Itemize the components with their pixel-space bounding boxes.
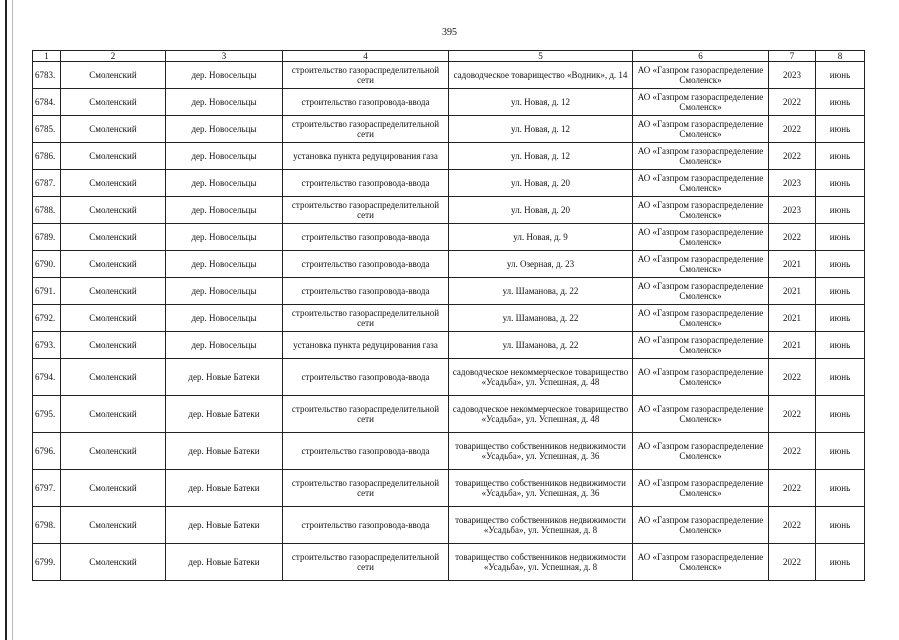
table-row [33,507,865,544]
work-type-cell: строительство газопровода-ввода [283,278,449,305]
table-row [33,170,865,197]
organization-cell: АО «Газпром газораспределение Смоленск» [633,544,769,581]
address-cell: товарищество собственников недвижимости «Усадьба», ул. Успешная, д. 36 [449,433,633,470]
organization-cell: АО «Газпром газораспределение Смоленск» [633,116,769,143]
district-cell: Смоленский [61,197,166,224]
district-cell: Смоленский [61,251,166,278]
column-header: 6 [633,51,769,62]
district-cell: Смоленский [61,359,166,396]
month-cell: июнь [816,278,865,305]
district-cell: Смоленский [61,544,166,581]
column-header: 2 [61,51,166,62]
month-cell: июнь [816,507,865,544]
work-type-cell: строительство газораспределительной сети [283,305,449,332]
column-header: 8 [816,51,865,62]
address-cell: садоводческое некоммерческое товарищество «Усадьба», ул. Успешная, д. 48 [449,359,633,396]
row-number-cell: 6794. [33,359,61,396]
settlement-cell: дер. Новосельцы [166,170,283,197]
address-cell: товарищество собственников недвижимости «Усадьба», ул. Успешная, д. 8 [449,544,633,581]
table-row [33,251,865,278]
row-number-cell: 6787. [33,170,61,197]
page-number: 395 [442,27,457,38]
settlement-cell: дер. Новосельцы [166,62,283,89]
work-type-cell: строительство газопровода-ввода [283,224,449,251]
year-cell: 2021 [769,305,816,332]
address-cell: ул. Шаманова, д. 22 [449,305,633,332]
address-cell: товарищество собственников недвижимости «Усадьба», ул. Успешная, д. 8 [449,507,633,544]
organization-cell: АО «Газпром газораспределение Смоленск» [633,332,769,359]
district-cell: Смоленский [61,433,166,470]
table-row [33,116,865,143]
organization-cell: АО «Газпром газораспределение Смоленск» [633,470,769,507]
column-header: 3 [166,51,283,62]
binding-edge-shadow [12,0,13,640]
address-cell: ул. Новая, д. 12 [449,116,633,143]
year-cell: 2021 [769,332,816,359]
year-cell: 2022 [769,224,816,251]
settlement-cell: дер. Новосельцы [166,251,283,278]
row-number-cell: 6790. [33,251,61,278]
column-header: 4 [283,51,449,62]
table-row [33,89,865,116]
work-type-cell: строительство газопровода-ввода [283,433,449,470]
month-cell: июнь [816,62,865,89]
settlement-cell: дер. Новые Батеки [166,544,283,581]
settlement-cell: дер. Новосельцы [166,224,283,251]
column-header: 7 [769,51,816,62]
column-header: 5 [449,51,633,62]
district-cell: Смоленский [61,278,166,305]
organization-cell: АО «Газпром газораспределение Смоленск» [633,62,769,89]
work-type-cell: установка пункта редуцирования газа [283,143,449,170]
month-cell: июнь [816,251,865,278]
address-cell: садоводческое товарищество «Водник», д. 14 [449,62,633,89]
row-number-cell: 6786. [33,143,61,170]
address-cell: ул. Новая, д. 20 [449,197,633,224]
year-cell: 2022 [769,396,816,433]
month-cell: июнь [816,470,865,507]
work-type-cell: строительство газопровода-ввода [283,170,449,197]
organization-cell: АО «Газпром газораспределение Смоленск» [633,89,769,116]
settlement-cell: дер. Новосельцы [166,332,283,359]
year-cell: 2022 [769,116,816,143]
year-cell: 2023 [769,62,816,89]
work-type-cell: строительство газораспределительной сети [283,396,449,433]
address-cell: ул. Новая, д. 9 [449,224,633,251]
organization-cell: АО «Газпром газораспределение Смоленск» [633,251,769,278]
work-type-cell: строительство газораспределительной сети [283,62,449,89]
row-number-cell: 6799. [33,544,61,581]
address-cell: ул. Новая, д. 20 [449,170,633,197]
row-number-cell: 6788. [33,197,61,224]
table-row [33,197,865,224]
address-cell: ул. Новая, д. 12 [449,143,633,170]
row-number-cell: 6789. [33,224,61,251]
year-cell: 2023 [769,170,816,197]
month-cell: июнь [816,305,865,332]
column-header: 1 [33,51,61,62]
settlement-cell: дер. Новые Батеки [166,433,283,470]
district-cell: Смоленский [61,305,166,332]
table-row [33,332,865,359]
work-type-cell: строительство газопровода-ввода [283,251,449,278]
row-number-cell: 6795. [33,396,61,433]
work-type-cell: строительство газопровода-ввода [283,507,449,544]
row-number-cell: 6797. [33,470,61,507]
settlement-cell: дер. Новосельцы [166,89,283,116]
settlement-cell: дер. Новосельцы [166,278,283,305]
work-type-cell: строительство газопровода-ввода [283,89,449,116]
organization-cell: АО «Газпром газораспределение Смоленск» [633,433,769,470]
year-cell: 2022 [769,89,816,116]
month-cell: июнь [816,197,865,224]
organization-cell: АО «Газпром газораспределение Смоленск» [633,143,769,170]
settlement-cell: дер. Новые Батеки [166,470,283,507]
row-number-cell: 6793. [33,332,61,359]
district-cell: Смоленский [61,470,166,507]
year-cell: 2021 [769,251,816,278]
district-cell: Смоленский [61,170,166,197]
month-cell: июнь [816,433,865,470]
table-row [33,224,865,251]
district-cell: Смоленский [61,224,166,251]
table-row [33,396,865,433]
address-cell: ул. Озерная, д. 23 [449,251,633,278]
settlement-cell: дер. Новосельцы [166,197,283,224]
row-number-cell: 6785. [33,116,61,143]
organization-cell: АО «Газпром газораспределение Смоленск» [633,359,769,396]
month-cell: июнь [816,89,865,116]
work-type-cell: строительство газораспределительной сети [283,544,449,581]
work-type-cell: строительство газораспределительной сети [283,470,449,507]
year-cell: 2022 [769,544,816,581]
year-cell: 2022 [769,507,816,544]
table-row [33,433,865,470]
organization-cell: АО «Газпром газораспределение Смоленск» [633,305,769,332]
organization-cell: АО «Газпром газораспределение Смоленск» [633,224,769,251]
month-cell: июнь [816,396,865,433]
organization-cell: АО «Газпром газораспределение Смоленск» [633,507,769,544]
work-type-cell: установка пункта редуцирования газа [283,332,449,359]
month-cell: июнь [816,359,865,396]
district-cell: Смоленский [61,62,166,89]
table-row [33,305,865,332]
table-row [33,470,865,507]
address-cell: ул. Шаманова, д. 22 [449,332,633,359]
table-row [33,62,865,89]
table-row [33,143,865,170]
settlement-cell: дер. Новые Батеки [166,359,283,396]
row-number-cell: 6796. [33,433,61,470]
row-number-cell: 6784. [33,89,61,116]
month-cell: июнь [816,224,865,251]
organization-cell: АО «Газпром газораспределение Смоленск» [633,170,769,197]
district-cell: Смоленский [61,396,166,433]
organization-cell: АО «Газпром газораспределение Смоленск» [633,197,769,224]
work-type-cell: строительство газораспределительной сети [283,197,449,224]
year-cell: 2022 [769,359,816,396]
work-type-cell: строительство газопровода-ввода [283,359,449,396]
settlement-cell: дер. Новые Батеки [166,396,283,433]
address-cell: ул. Шаманова, д. 22 [449,278,633,305]
month-cell: июнь [816,332,865,359]
district-cell: Смоленский [61,143,166,170]
year-cell: 2022 [769,143,816,170]
row-number-cell: 6792. [33,305,61,332]
year-cell: 2021 [769,278,816,305]
year-cell: 2022 [769,433,816,470]
row-number-cell: 6798. [33,507,61,544]
district-cell: Смоленский [61,89,166,116]
month-cell: июнь [816,143,865,170]
year-cell: 2023 [769,197,816,224]
district-cell: Смоленский [61,332,166,359]
table-row [33,359,865,396]
table-row [33,544,865,581]
row-number-cell: 6783. [33,62,61,89]
address-cell: товарищество собственников недвижимости «Усадьба», ул. Успешная, д. 36 [449,470,633,507]
district-cell: Смоленский [61,116,166,143]
binding-edge-line [5,0,7,640]
month-cell: июнь [816,116,865,143]
work-type-cell: строительство газораспределительной сети [283,116,449,143]
month-cell: июнь [816,170,865,197]
organization-cell: АО «Газпром газораспределение Смоленск» [633,278,769,305]
table-row [33,278,865,305]
settlement-cell: дер. Новосельцы [166,116,283,143]
settlement-cell: дер. Новосельцы [166,143,283,170]
settlement-cell: дер. Новые Батеки [166,507,283,544]
column-number-row [33,51,865,62]
organization-cell: АО «Газпром газораспределение Смоленск» [633,396,769,433]
district-cell: Смоленский [61,507,166,544]
address-cell: ул. Новая, д. 12 [449,89,633,116]
row-number-cell: 6791. [33,278,61,305]
address-cell: садоводческое некоммерческое товарищество «Усадьба», ул. Успешная, д. 48 [449,396,633,433]
month-cell: июнь [816,544,865,581]
gas-works-table [32,50,865,581]
year-cell: 2022 [769,470,816,507]
settlement-cell: дер. Новосельцы [166,305,283,332]
